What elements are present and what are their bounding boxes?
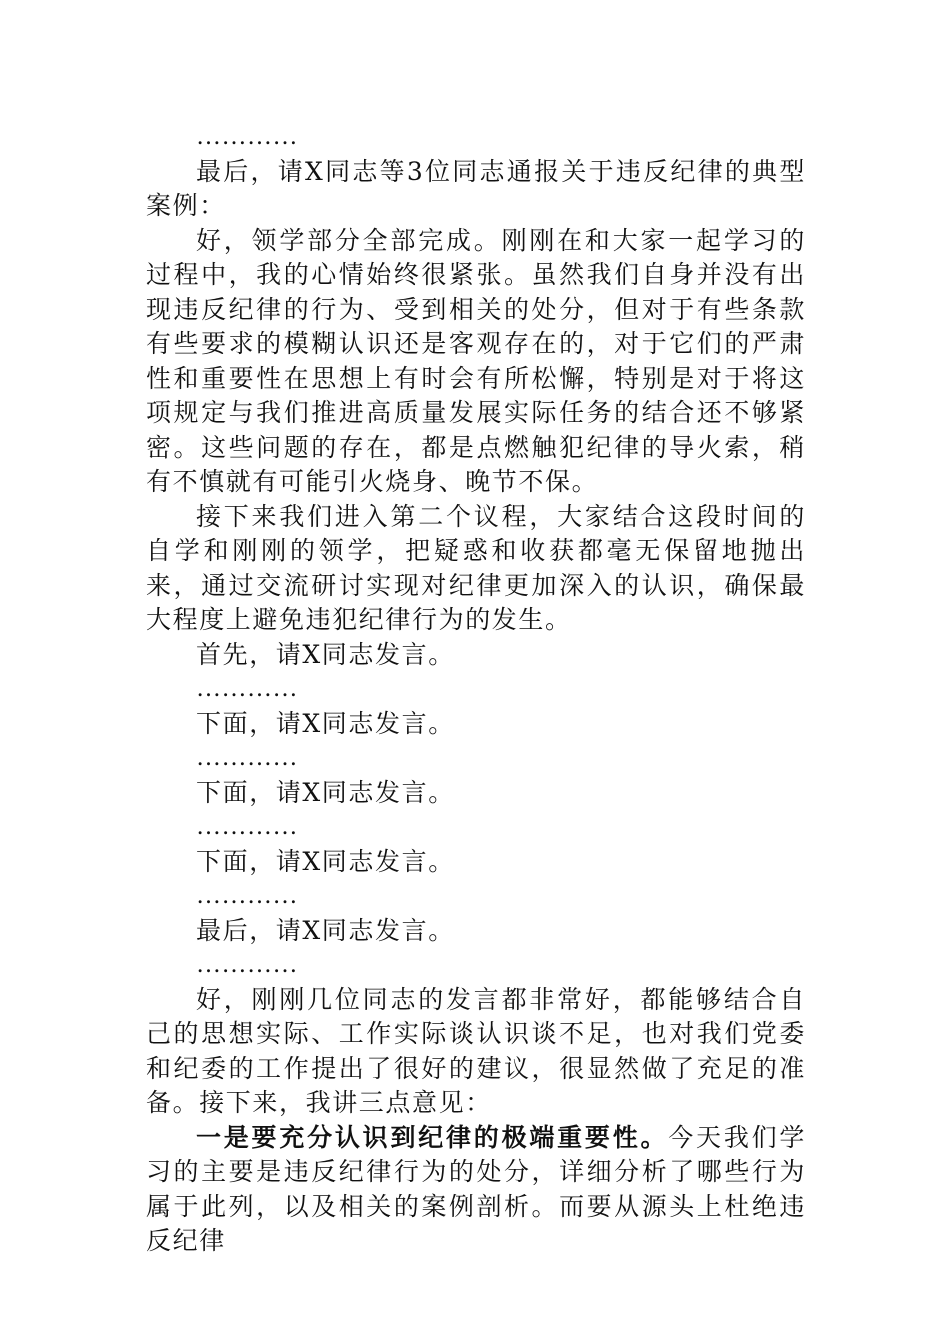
paragraph-next-speaker: 下面，请X同志发言。 [196,846,455,876]
paragraph-summary: 好，刚刚几位同志的发言都非常好，都能够结合自己的思想实际、工作实际谈认识谈不足，也对我们党委和纪委的工作提出了很好的建议，很显然做了充足的准备。接下来，我讲三点意见： [146,984,806,1117]
ellipsis-line: ………… [196,882,298,909]
point-one-body: 今天我们学习的主要是违反纪律行为的处分，详细分析了哪些行为属于此列，以及相关的案例剖析。而要从源头上杜绝违反纪律 [146,1122,806,1255]
paragraph-study-done: 好，领学部分全部完成。刚刚在和大家一起学习的过程中，我的心情始终很紧张。虽然我们自身并没有出现违反纪律的行为、受到相关的处分，但对于有些条款有些要求的模糊认识还是客观存在的，对于它们的严肃性和重要性在思想上有时会有所松懈，特别是对于将这项规定与我们推进高质量发展实际任务的结合还不够紧密。这些问题的存在，都是点燃触犯纪律的导火索，稍有不慎就有可能引火烧身、晚节不保。 [146,225,806,496]
point-one-heading: 一是要充分认识到纪律的极端重要性。 [196,1122,669,1152]
paragraph-first-speaker: 首先，请X同志发言。 [196,639,455,669]
ellipsis-line: ………… [196,675,298,702]
paragraph-next-speaker: 下面，请X同志发言。 [196,777,455,807]
ellipsis-line: ………… [196,951,298,978]
paragraph-second-agenda: 接下来我们进入第二个议程，大家结合这段时间的自学和刚刚的领学，把疑惑和收获都毫无保留地抛出来，通过交流研讨实现对纪律更加深入的认识，确保最大程度上避免违犯纪律行为的发生。 [146,501,806,634]
paragraph-next-speaker: 下面，请X同志发言。 [196,708,455,738]
document-body [146,120,806,1259]
ellipsis-line: ………… [196,744,298,771]
paragraph-point-one [146,1121,806,1259]
paragraph-last-cases: 最后，请X同志等3位同志通报关于违反纪律的典型案例： [146,156,806,220]
paragraph-last-speaker: 最后，请X同志发言。 [196,915,455,945]
ellipsis-line: ………… [196,813,298,840]
ellipsis-line: ………… [196,123,298,150]
